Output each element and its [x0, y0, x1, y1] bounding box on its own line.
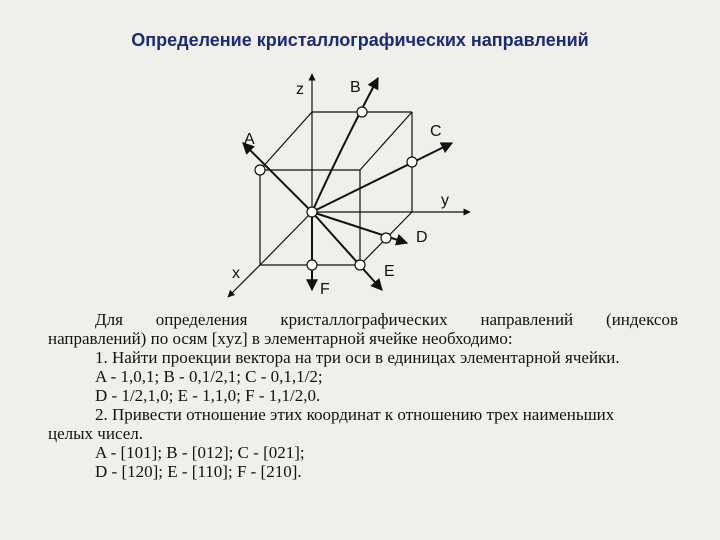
origin-point: [307, 207, 317, 217]
direction-a-arrow: [243, 143, 312, 212]
explanation-text: [48, 310, 678, 481]
direction-b-arrow: [312, 78, 378, 212]
text-line-7: целых чисел.: [48, 424, 143, 443]
point-d: [381, 233, 391, 243]
direction-label-a: A: [244, 131, 255, 148]
direction-c-arrow: [312, 143, 452, 212]
axis-label-z: z: [296, 81, 304, 98]
text-line-9: D - [120]; E - [110]; F - [210].: [95, 462, 302, 481]
direction-label-c: C: [430, 123, 442, 140]
direction-label-b: B: [350, 79, 361, 96]
point-c: [407, 157, 417, 167]
text-line-8: A - [101]; B - [012]; C - [021];: [95, 443, 305, 462]
text-line-4: A - 1,0,1; B - 0,1/2,1; C - 0,1,1/2;: [95, 367, 323, 386]
coordinate-axes: [228, 74, 470, 297]
direction-label-f: F: [320, 281, 330, 298]
point-b: [357, 107, 367, 117]
point-e: [355, 260, 365, 270]
axis-label-y: y: [441, 192, 449, 209]
text-line-2: направлений) по осям [xyz] в элементарной ячейке необходимо:: [48, 329, 513, 348]
point-a: [255, 165, 265, 175]
text-line-3: 1. Найти проекции вектора на три оси в единицах элементарной ячейки.: [95, 348, 620, 367]
point-f: [307, 260, 317, 270]
direction-label-d: D: [416, 229, 428, 246]
text-line-1: Для определения кристаллографических направлений (индексов: [95, 310, 678, 329]
text-line-6: 2. Привести отношение этих координат к отношению трех наименьших: [95, 405, 615, 424]
page-title: Определение кристаллографических направлений: [131, 30, 589, 50]
axis-label-x: x: [232, 265, 240, 282]
text-line-5: D - 1/2,1,0; E - 1,1,0; F - 1,1/2,0.: [95, 386, 321, 405]
direction-label-e: E: [384, 263, 395, 280]
